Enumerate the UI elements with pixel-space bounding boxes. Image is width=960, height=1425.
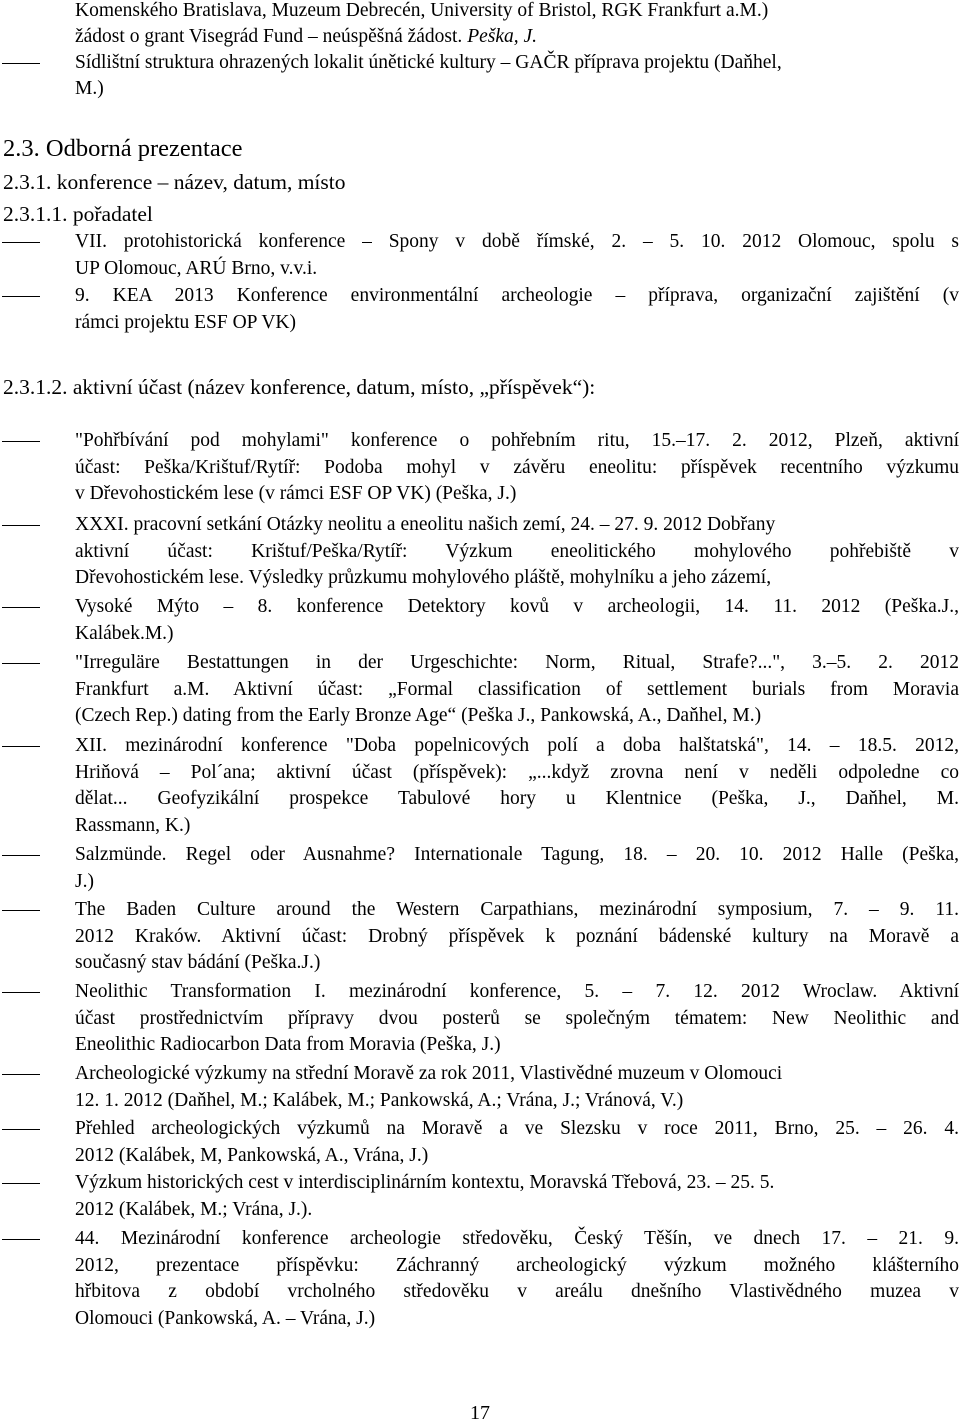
dash-bullet xyxy=(2,63,40,64)
list-item-line: Olomouci (Pankowská, A. – Vrána, J.) xyxy=(75,1307,376,1329)
dash-bullet xyxy=(2,296,40,297)
list-item-line: J.) xyxy=(75,870,94,892)
dash-bullet xyxy=(2,992,40,993)
list-item-line: účast prostřednictvím přípravy dvou posterů se společným tématem: New Neolithic and xyxy=(75,1007,959,1029)
list-item-line: (Czech Rep.) dating from the Early Bronze Age“ (Peška J., Pankowská, A., Daňhel, M.) xyxy=(75,705,762,726)
list-item-line: v Dřevohostickém lese (v rámci ESF OP VK) (Peška, J.) xyxy=(75,483,517,504)
dash-bullet xyxy=(2,1239,40,1240)
dash-bullet xyxy=(2,525,40,526)
text-line: M.) xyxy=(75,78,104,99)
list-item-line: Rassmann, K.) xyxy=(75,814,191,836)
list-item-line: UP Olomouc, ARÚ Brno, v.v.i. xyxy=(75,257,318,279)
list-item-line: 2012 (Kalábek, M.; Vrána, J.). xyxy=(75,1198,313,1220)
dash-bullet xyxy=(2,242,40,243)
list-item-line: Přehled archeologických výzkumů na Moravě a ve Slezsku v roce 2011, Brno, 25. – 26. 4. xyxy=(75,1118,959,1139)
list-item-line: Vysoké Mýto – 8. konference Detektory kovů v archeologii, 14. 11. 2012 (Peška.J., xyxy=(75,596,959,617)
list-item-line: 12. 1. 2012 (Daňhel, M.; Kalábek, M.; Pankowská, A.; Vrána, J.; Vránová, V.) xyxy=(75,1089,684,1111)
dash-bullet xyxy=(2,663,40,664)
dash-bullet xyxy=(2,607,40,608)
list-item-line: Eneolithic Radiocarbon Data from Moravia (Peška, J.) xyxy=(75,1034,501,1055)
list-item-line: XII. mezinárodní konference "Doba popelnicových polí a doba halštatská", 14. – 18.5. 2012, xyxy=(75,735,959,756)
list-item-line: aktivní účast: Krištuf/Peška/Rytíř: Výzkum eneolitického mohylového pohřebiště v xyxy=(75,540,959,562)
dash-bullet xyxy=(2,1129,40,1130)
text-line: žádost o grant Visegrád Fund – neúspěšná žádost. Peška, J. xyxy=(75,26,538,47)
dash-bullet xyxy=(2,441,40,442)
list-item-line: Dřevohostickém lese. Výsledky průzkumu mohylového pláště, mohylníku a jeho zázemí, xyxy=(75,567,772,588)
list-item-line: 2012 (Kalábek, M, Pankowská, A., Vrána, J.) xyxy=(75,1144,429,1166)
list-item-line: Kalábek.M.) xyxy=(75,622,174,644)
list-item-line: hřbitova z období vrcholného středověku v areálu dnešního Vlastivědného muzea v xyxy=(75,1281,959,1302)
list-item-line: Frankfurt a.M. Aktivní účast: „Formal classification of settlement burials from Moravia xyxy=(75,678,959,700)
page-number: 17 xyxy=(470,1402,490,1424)
list-item-line: Neolithic Transformation I. mezinárodní konference, 5. – 7. 12. 2012 Wroclaw. Aktivní xyxy=(75,981,959,1002)
dash-bullet xyxy=(2,1074,40,1075)
list-item-line: současný stav bádání (Peška.J.) xyxy=(75,952,321,973)
list-item-line: Archeologické výzkumy na střední Moravě za rok 2011, Vlastivědné muzeum v Olomouci xyxy=(75,1063,783,1084)
subsection-heading: 2.3.1. konference – název, datum, místo xyxy=(3,170,346,194)
list-item-line: VII. protohistorická konference – Spony v době římské, 2. – 5. 10. 2012 Olomouc, spolu s xyxy=(75,231,959,252)
list-item-line: "Irreguläre Bestattungen in der Urgeschichte: Norm, Ritual, Strafe?...", 3.–5. 2. 2012 xyxy=(75,652,959,673)
list-item-line: 2012 Kraków. Aktivní účast: Drobný příspěvek k poznání bádenské kultury na Moravě a xyxy=(75,925,959,947)
list-item-line: The Baden Culture around the Western Carpathians, mezinárodní symposium, 7. – 9. 11. xyxy=(75,899,959,920)
dash-bullet xyxy=(2,855,40,856)
list-item-line: 2012, prezentace příspěvku: Záchranný archeologický výzkum možného klášterního xyxy=(75,1254,959,1276)
dash-bullet xyxy=(2,1183,40,1184)
dash-bullet xyxy=(2,746,40,747)
list-item-line: Salzmünde. Regel oder Ausnahme? Internationale Tagung, 18. – 20. 10. 2012 Halle (Peška, xyxy=(75,844,959,865)
subsection-heading: 2.3.1.2. aktivní účast (název konference, datum, místo, „příspěvek“): xyxy=(3,375,596,399)
list-item-line: XXXI. pracovní setkání Otázky neolitu a eneolitu našich zemí, 24. – 27. 9. 2012 Dobřany xyxy=(75,514,776,535)
section-heading: 2.3. Odborná prezentace xyxy=(3,135,243,162)
list-item-line: Výzkum historických cest v interdisciplinárním kontextu, Moravská Třebová, 23. – 25. 5. xyxy=(75,1172,775,1193)
list-item-line: 9. KEA 2013 Konference environmentální archeologie – příprava, organizační zajištění (v xyxy=(75,285,959,306)
text-line: Sídlištní struktura ohrazených lokalit únětické kultury – GAČR příprava projektu (Daňhel, xyxy=(75,52,782,73)
text-line: Komenského Bratislava, Muzeum Debrecén, University of Bristol, RGK Frankfurt a.M.) xyxy=(75,0,769,21)
list-item-line: "Pohřbívání pod mohylami" konference o pohřebním ritu, 15.–17. 2. 2012, Plzeň, aktivní xyxy=(75,430,959,451)
list-item-line: 44. Mezinárodní konference archeologie středověku, Český Těšín, ve dnech 17. – 21. 9. xyxy=(75,1228,959,1249)
subsection-heading: 2.3.1.1. pořadatel xyxy=(3,202,153,226)
list-item-line: dělat... Geofyzikální prospekce Tabulové hory u Klentnice (Peška, J., Daňhel, M. xyxy=(75,788,959,809)
list-item-line: Hriňová – Pol´ana; aktivní účast (příspěvek): „...když zrovna není v neděli odpoledne co xyxy=(75,761,959,783)
list-item-line: účast: Peška/Krištuf/Rytíř: Podoba mohyl v závěru eneolitu: příspěvek recentního výzkumu xyxy=(75,456,959,478)
dash-bullet xyxy=(2,910,40,911)
list-item-line: rámci projektu ESF OP VK) xyxy=(75,311,296,333)
